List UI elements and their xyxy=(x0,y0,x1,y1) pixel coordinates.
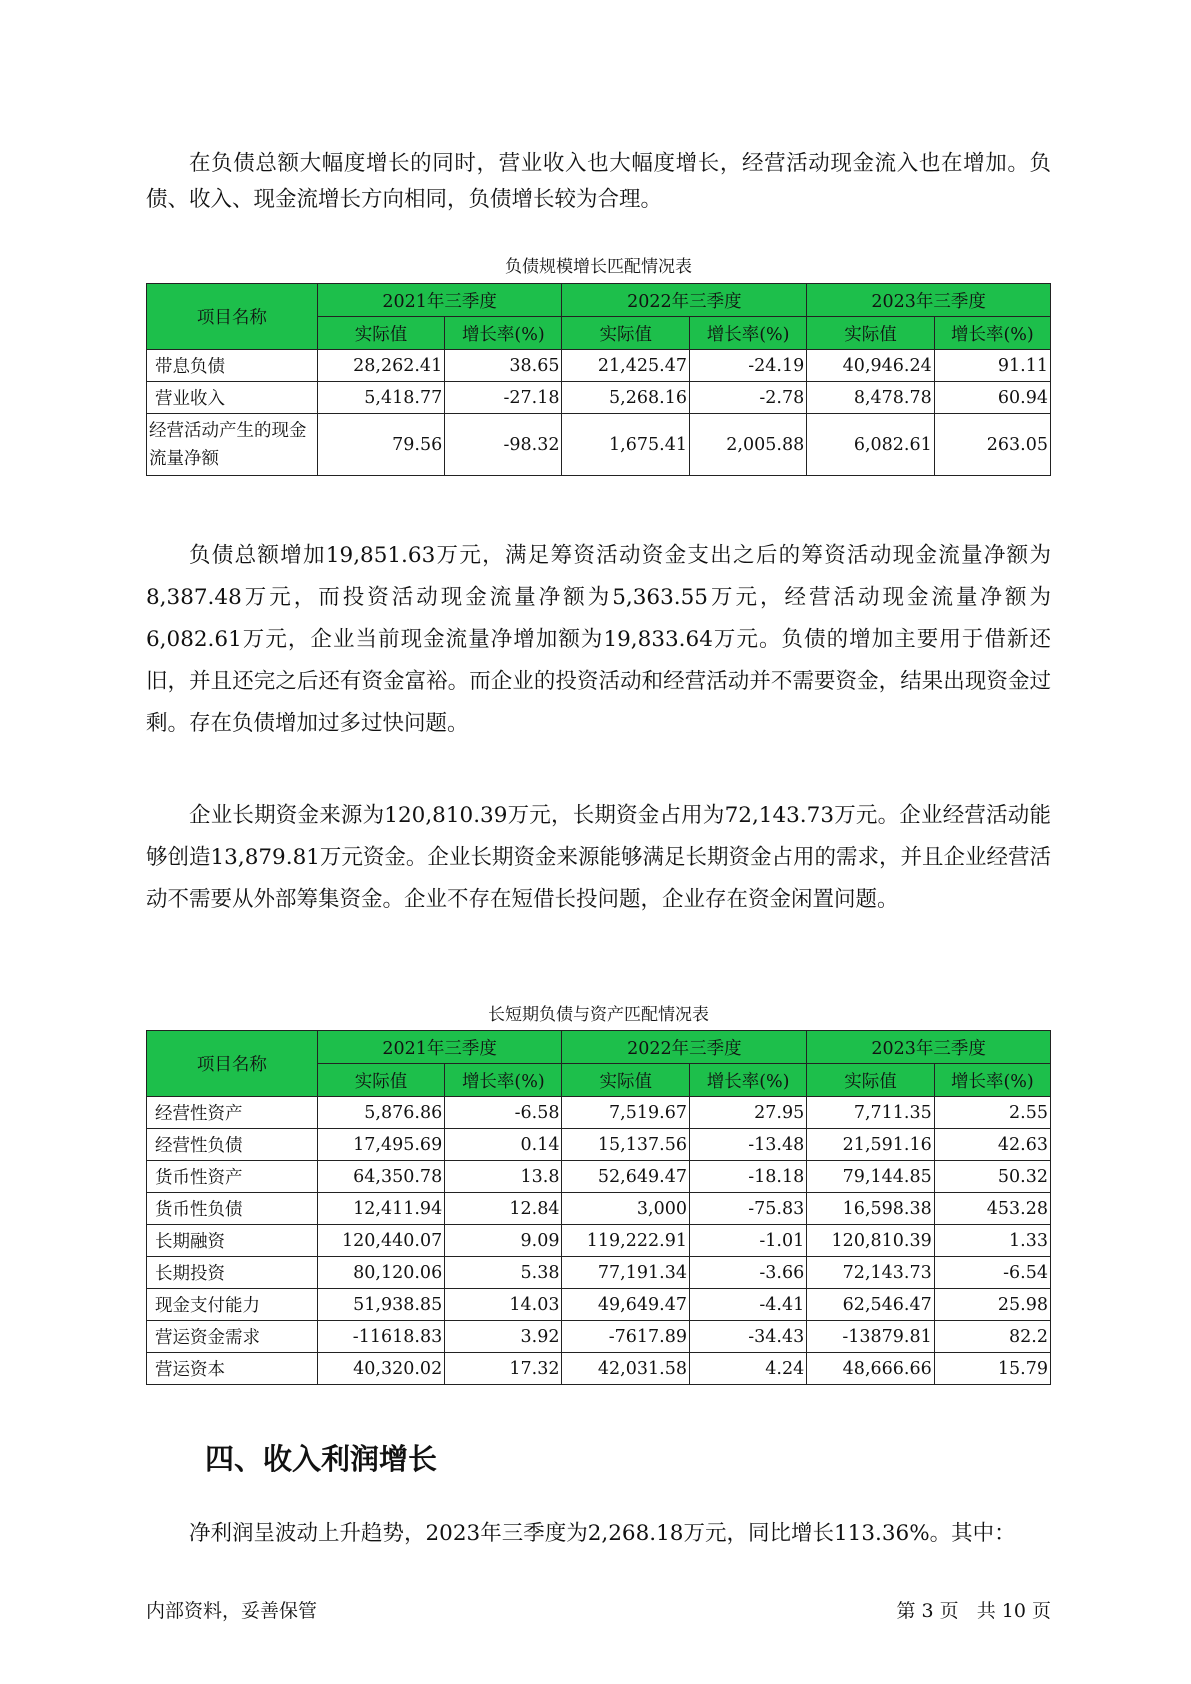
header-item-name: 项目名称 xyxy=(147,284,318,350)
cell-value: 8,478.78 xyxy=(807,382,935,414)
cell-value: -4.41 xyxy=(689,1289,806,1321)
subheader-actual: 实际值 xyxy=(807,1064,935,1097)
header-period-2021: 2021年三季度 xyxy=(317,284,562,317)
subheader-actual: 实际值 xyxy=(317,317,445,350)
cell-value: -3.66 xyxy=(689,1257,806,1289)
cell-value: 5,876.86 xyxy=(317,1097,445,1129)
cell-value: -34.43 xyxy=(689,1321,806,1353)
footer-page-number: 第 3 页 共 10 页 xyxy=(896,1600,1051,1622)
cell-value: -13879.81 xyxy=(807,1321,935,1353)
cell-value: 82.2 xyxy=(934,1321,1050,1353)
cell-value: 120,440.07 xyxy=(317,1225,445,1257)
cell-value: 120,810.39 xyxy=(807,1225,935,1257)
cell-value: 49,649.47 xyxy=(562,1289,690,1321)
cell-value: 17,495.69 xyxy=(317,1129,445,1161)
row-label: 经营性资产 xyxy=(147,1097,318,1129)
subheader-growth: 增长率(%) xyxy=(445,1064,562,1097)
cell-value: 453.28 xyxy=(934,1193,1050,1225)
cell-value: -6.54 xyxy=(934,1257,1050,1289)
cell-value: -11618.83 xyxy=(317,1321,445,1353)
paragraph-4: 净利润呈波动上升趋势，2023年三季度为2,268.18万元，同比增长113.36%。其中： xyxy=(189,1521,1016,1546)
cell-value: 48,666.66 xyxy=(807,1353,935,1385)
subheader-growth: 增长率(%) xyxy=(934,317,1050,350)
row-label: 货币性资产 xyxy=(147,1161,318,1193)
cell-value: 5,268.16 xyxy=(562,382,690,414)
cell-value: -24.19 xyxy=(689,350,806,382)
cell-value: -27.18 xyxy=(445,382,562,414)
cell-value: 50.32 xyxy=(934,1161,1050,1193)
header-period-2023: 2023年三季度 xyxy=(807,1031,1051,1064)
cell-value: 0.14 xyxy=(445,1129,562,1161)
header-item-name: 项目名称 xyxy=(147,1031,318,1097)
cell-value: 40,320.02 xyxy=(317,1353,445,1385)
header-period-2023: 2023年三季度 xyxy=(807,284,1051,317)
cell-value: 9.09 xyxy=(445,1225,562,1257)
cell-value: 42,031.58 xyxy=(562,1353,690,1385)
footer-confidential: 内部资料，妥善保管 xyxy=(146,1600,318,1622)
header-period-2022: 2022年三季度 xyxy=(562,1031,807,1064)
cell-value: 27.95 xyxy=(689,1097,806,1129)
cell-value: 16,598.38 xyxy=(807,1193,935,1225)
cell-value: 62,546.47 xyxy=(807,1289,935,1321)
cell-value: 7,711.35 xyxy=(807,1097,935,1129)
cell-value: 13.8 xyxy=(445,1161,562,1193)
table-1-caption: 负债规模增长匹配情况表 xyxy=(505,257,692,277)
cell-value: 3,000 xyxy=(562,1193,690,1225)
cell-value: 7,519.67 xyxy=(562,1097,690,1129)
cell-value: 12.84 xyxy=(445,1193,562,1225)
cell-value: 38.65 xyxy=(445,350,562,382)
row-label: 现金支付能力 xyxy=(147,1289,318,1321)
cell-value: 119,222.91 xyxy=(562,1225,690,1257)
row-label: 经营性负债 xyxy=(147,1129,318,1161)
row-label: 营业收入 xyxy=(147,382,318,414)
cell-value: 64,350.78 xyxy=(317,1161,445,1193)
cell-value: 25.98 xyxy=(934,1289,1050,1321)
header-period-2021: 2021年三季度 xyxy=(317,1031,562,1064)
cell-value: 2,005.88 xyxy=(689,414,806,476)
table-row xyxy=(147,1321,1051,1353)
table-row xyxy=(147,1193,1051,1225)
cell-value: 91.11 xyxy=(934,350,1050,382)
cell-value: -2.78 xyxy=(689,382,806,414)
cell-value: 15.79 xyxy=(934,1353,1050,1385)
cell-value: -6.58 xyxy=(445,1097,562,1129)
cell-value: 4.24 xyxy=(689,1353,806,1385)
cell-value: 17.32 xyxy=(445,1353,562,1385)
table-row xyxy=(147,1289,1051,1321)
table-row xyxy=(147,350,1051,382)
cell-value: 21,591.16 xyxy=(807,1129,935,1161)
cell-value: 263.05 xyxy=(934,414,1050,476)
cell-value: 80,120.06 xyxy=(317,1257,445,1289)
cell-value: 1,675.41 xyxy=(562,414,690,476)
cell-value: 3.92 xyxy=(445,1321,562,1353)
subheader-actual: 实际值 xyxy=(562,317,690,350)
subheader-growth: 增长率(%) xyxy=(445,317,562,350)
table-row xyxy=(147,1225,1051,1257)
cell-value: 72,143.73 xyxy=(807,1257,935,1289)
cell-value: 60.94 xyxy=(934,382,1050,414)
table-row xyxy=(147,1257,1051,1289)
header-period-2022: 2022年三季度 xyxy=(562,284,807,317)
row-label: 长期融资 xyxy=(147,1225,318,1257)
row-label: 营运资金需求 xyxy=(147,1321,318,1353)
debt-scale-table xyxy=(146,283,1051,476)
cell-value: -75.83 xyxy=(689,1193,806,1225)
subheader-growth: 增长率(%) xyxy=(689,317,806,350)
row-label: 营运资本 xyxy=(147,1353,318,1385)
subheader-actual: 实际值 xyxy=(317,1064,445,1097)
row-label: 货币性负债 xyxy=(147,1193,318,1225)
table-row xyxy=(147,414,1051,476)
table-row xyxy=(147,1129,1051,1161)
section-heading: 四、收入利润增长 xyxy=(205,1442,438,1476)
cell-value: 15,137.56 xyxy=(562,1129,690,1161)
debt-asset-match-table xyxy=(146,1030,1051,1385)
table-row xyxy=(147,1097,1051,1129)
cell-value: 14.03 xyxy=(445,1289,562,1321)
subheader-actual: 实际值 xyxy=(562,1064,690,1097)
table-row xyxy=(147,1353,1051,1385)
cell-value: 2.55 xyxy=(934,1097,1050,1129)
paragraph-1: 在负债总额大幅度增长的同时，营业收入也大幅度增长，经营活动现金流入也在增加。负债、收入、现金流增长方向相同，负债增长较为合理。 xyxy=(146,151,1051,212)
cell-value: -18.18 xyxy=(689,1161,806,1193)
row-label: 长期投资 xyxy=(147,1257,318,1289)
cell-value: 5.38 xyxy=(445,1257,562,1289)
cell-value: 77,191.34 xyxy=(562,1257,690,1289)
cell-value: -98.32 xyxy=(445,414,562,476)
table-row xyxy=(147,1161,1051,1193)
cell-value: 79,144.85 xyxy=(807,1161,935,1193)
cell-value: -13.48 xyxy=(689,1129,806,1161)
cell-value: -7617.89 xyxy=(562,1321,690,1353)
row-label: 带息负债 xyxy=(147,350,318,382)
cell-value: 5,418.77 xyxy=(317,382,445,414)
cell-value: 12,411.94 xyxy=(317,1193,445,1225)
cell-value: 79.56 xyxy=(317,414,445,476)
cell-value: 28,262.41 xyxy=(317,350,445,382)
paragraph-3: 企业长期资金来源为120,810.39万元，长期资金占用为72,143.73万元。企业经营活动能够创造13,879.81万元资金。企业长期资金来源能够满足长期资金占用的需求，并且企业经营活动不需要从外部筹集资金。企业不存在短借长投问题，企业存在资金闲置问题。 xyxy=(146,803,1051,912)
cell-value: 21,425.47 xyxy=(562,350,690,382)
cell-value: 40,946.24 xyxy=(807,350,935,382)
row-label: 经营活动产生的现金流量净额 xyxy=(147,414,318,476)
cell-value: -1.01 xyxy=(689,1225,806,1257)
cell-value: 52,649.47 xyxy=(562,1161,690,1193)
subheader-growth: 增长率(%) xyxy=(689,1064,806,1097)
subheader-actual: 实际值 xyxy=(807,317,935,350)
cell-value: 51,938.85 xyxy=(317,1289,445,1321)
table-2-caption: 长短期负债与资产匹配情况表 xyxy=(488,1005,709,1025)
cell-value: 42.63 xyxy=(934,1129,1050,1161)
subheader-growth: 增长率(%) xyxy=(934,1064,1050,1097)
table-row xyxy=(147,382,1051,414)
paragraph-2: 负债总额增加19,851.63万元，满足筹资活动资金支出之后的筹资活动现金流量净额为8,387.48万元，而投资活动现金流量净额为5,363.55万元，经营活动现金流量净额为6,082.61万元，企业当前现金流量净增加额为19,833.64万元。负债的增加主要用于借新还旧，并且还完之后还有资金富裕。而企业的投资活动和经营活动并不需要资金，结果出现资金过剩。存在负债增加过多过快问题。 xyxy=(146,543,1051,736)
cell-value: 6,082.61 xyxy=(807,414,935,476)
cell-value: 1.33 xyxy=(934,1225,1050,1257)
